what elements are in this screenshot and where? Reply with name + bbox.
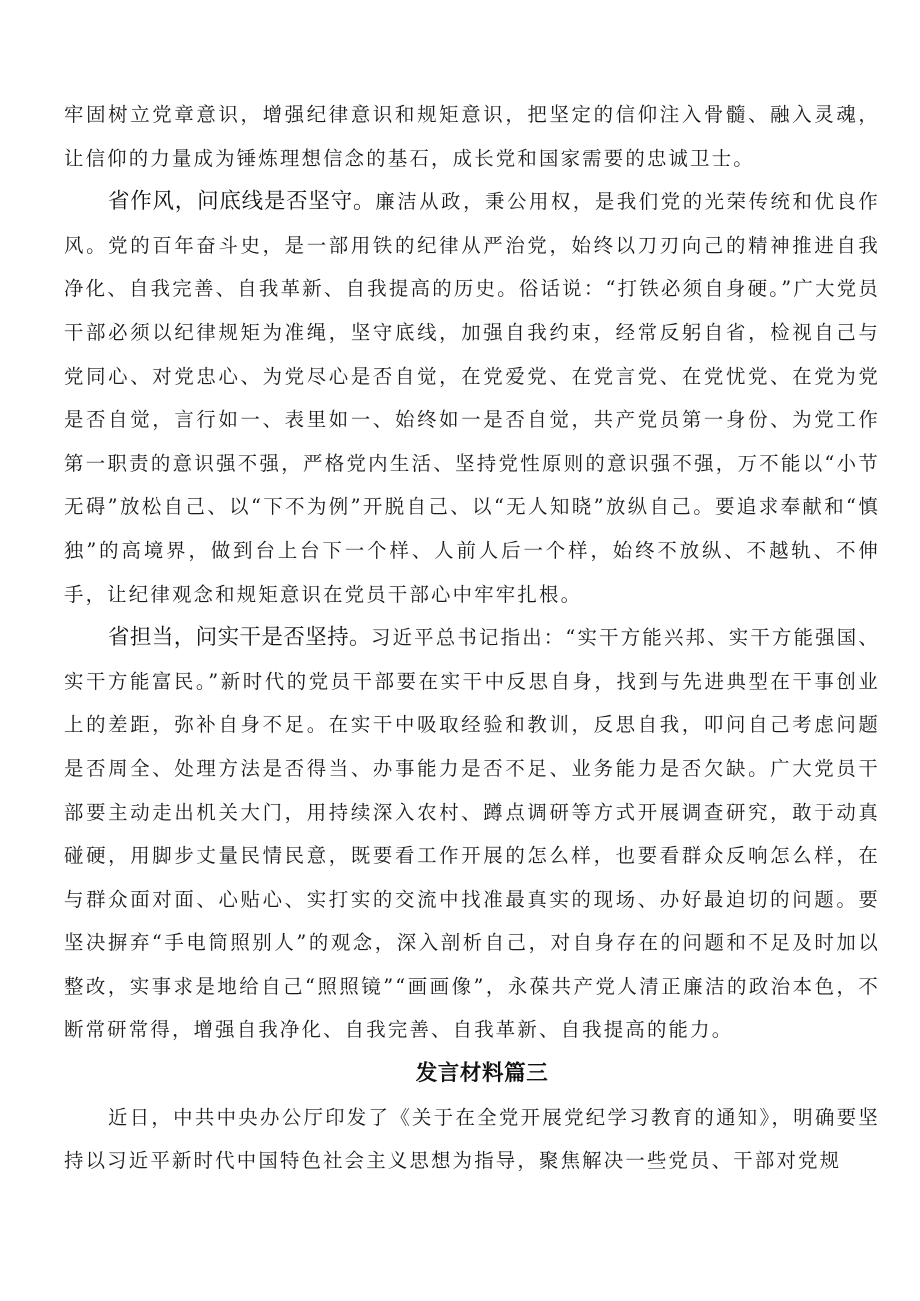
paragraph-text: 廉洁从政，秉公用权，是我们党的光荣传统和优良作风。党的百年奋斗史，是一部用铁的纪律从严治党，始终以刀刃向己的精神推进自我净化、自我完善、自我革新、自我提高的历史。俗话说：“打铁必须自身硬。”广大党员干部必须以纪律规矩为准绳，坚守底线，加强自我约束，经常反躬自省，检视自己与党同心、对党忠心、为党尽心是否自觉，在党爱党、在党言党、在党忧党、在党为党是否自觉，言行如一、表里如一、始终如一是否自觉，共产党员第一身份、为党工作第一职责的意识强不强，严格党内生活、坚持党性原则的意识强不强，万不能以“小节无碍”放松自己、以“下不为例”开脱自己、以“无人知晓”放纵自己。要追求奉献和“慎独”的高境界，做到台上台下一个样、人前人后一个样，始终不放纵、不越轨、不伸手，让纪律观念和规矩意识在党员干部心中牢牢扎根。 (64, 190, 880, 606)
paragraph-discipline-education (64, 1096, 880, 1183)
paragraph-work-style (64, 180, 880, 616)
paragraph-text: 牢固树立党章意识，增强纪律意识和规矩意识，把坚定的信仰注入骨髓、融入灵魂，让信仰的力量成为锤炼理想信念的基石，成长党和国家需要的忠诚卫士。 (64, 103, 880, 170)
paragraph-text: 习近平总书记指出：“实干方能兴邦、实干方能强国、实干方能富民。”新时代的党员干部要在实干中反思自身，找到与先进典型在干事创业上的差距，弥补自身不足。在实干中吸取经验和教训，反思自我，叩问自己考虑问题是否周全、处理方法是否得当、办事能力是否不足、业务能力是否欠缺。广大党员干部要主动走出机关大门，用持续深入农村、蹲点调研等方式开展调查研究，敢于动真碰硬，用脚步丈量民情民意，既要看工作开展的怎么样，也要看群众反响怎么样，在与群众面对面、心贴心、实打实的交流中找准最真实的现场、办好最迫切的问题。要坚决摒弃“手电筒照别人”的观念，深入剖析自己，对自身存在的问题和不足及时加以整改，实事求是地给自己“照照镜”“画画像”，永葆共产党人清正廉洁的政治本色，不断常研常得，增强自我净化、自我完善、自我革新、自我提高的能力。 (64, 626, 880, 1042)
paragraph-lead-heading: 省担当，问实干是否坚持。 (108, 625, 371, 651)
paragraph-lead-heading: 省作风，问底线是否坚守。 (108, 189, 376, 215)
paragraph-text: 近日，中共中央办公厅印发了《关于在全党开展党纪学习教育的通知》，明确要坚持以习近平新时代中国特色社会主义思想为指导，聚焦解决一些党员、干部对党规 (64, 1105, 880, 1173)
section-heading: 发言材料篇三 (415, 1061, 549, 1087)
paragraph-party-constitution (64, 93, 880, 180)
paragraph-responsibility (64, 616, 880, 1052)
